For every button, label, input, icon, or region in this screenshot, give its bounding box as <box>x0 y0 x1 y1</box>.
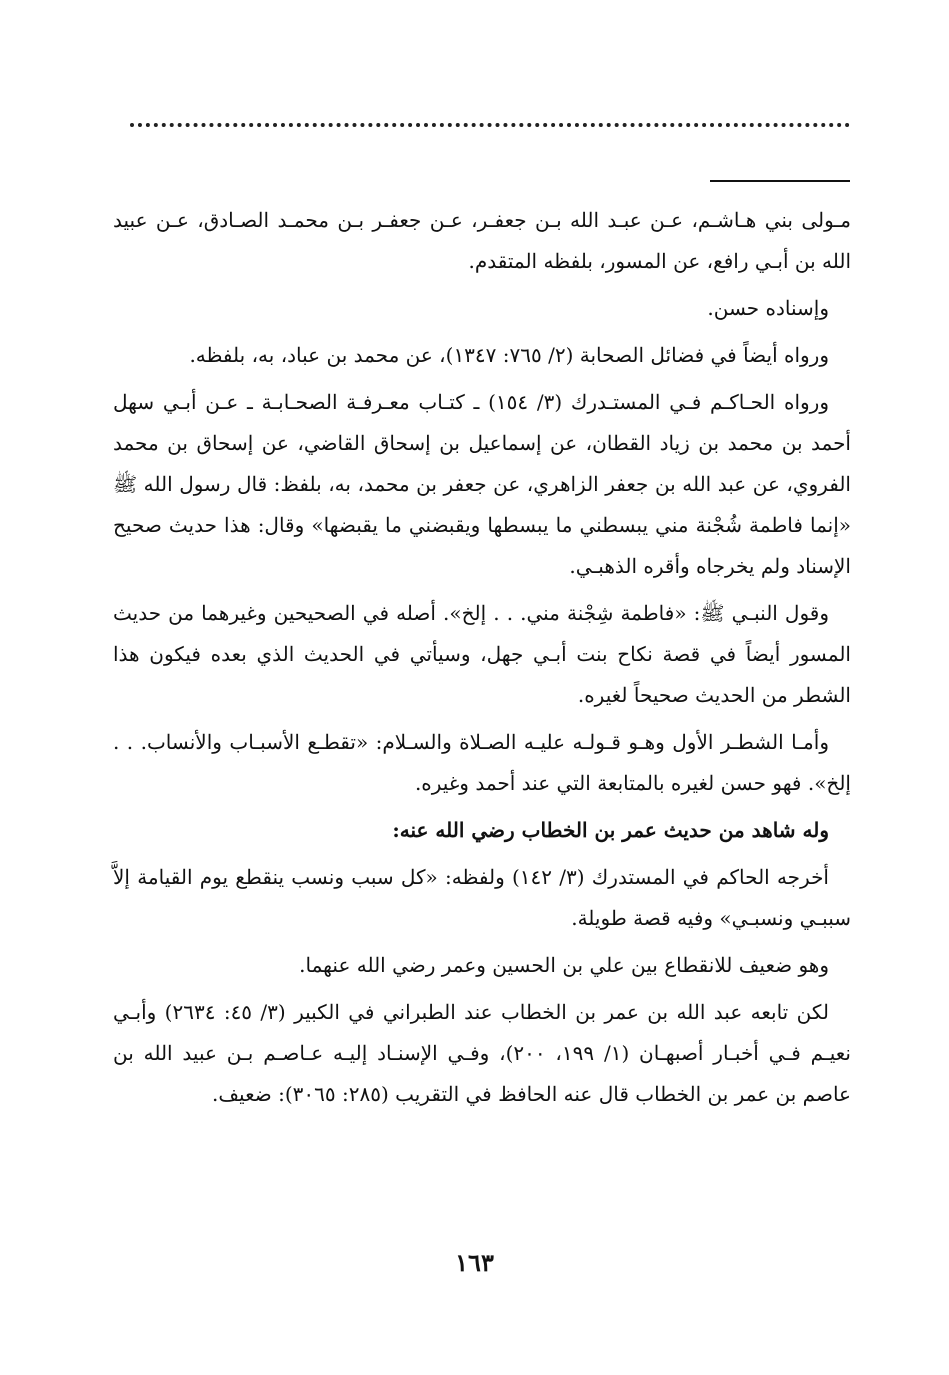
paragraph-10: لكن تابعه عبد الله بن عمر بن الخطاب عند الطبراني في الكبير (٣/ ٤٥: ٢٦٣٤) وأبـي نعيـم فـي أخبـار أصبهـان (١/ ١٩٩، ٢٠٠)، وفـي الإسنـاد إليـه عـاصـم بـن عبيد الله بن عاصم بن عمر بن الخطاب قال عنه الحافظ في التقريب (٢٨٥: ٣٠٦٥): ضعيف. <box>113 1000 852 1106</box>
footnote-separator-rule <box>710 180 850 182</box>
paragraph-6: وأمـا الشطـر الأول وهـو قـولـه عليـه الصـلاة والسـلام: «تقطـع الأسبـاب والأنساب. . . إلخ». فهو حسن لغيره بالمتابعة التي عند أحمد وغيره. <box>113 730 851 795</box>
paragraph-9: وهو ضعيف للانقطاع بين علي بن الحسين وعمر رضي الله عنهما. <box>299 953 829 977</box>
header-dotted-rule <box>130 123 850 127</box>
footnote-text-block <box>113 200 851 1121</box>
paragraph-2: وإسناده حسن. <box>707 296 829 320</box>
page-number: ١٦٣ <box>455 1248 494 1277</box>
paragraph-7-heading: وله شاهد من حديث عمر بن الخطاب رضي الله عنه: <box>392 818 829 842</box>
paragraph-8: أخرجه الحاكم في المستدرك (٣/ ١٤٢) ولفظه: «كل سبب ونسب ينقطع يوم القيامة إلاَّ سببـي ونسبـي» وفيه قصة طويلة. <box>113 865 851 930</box>
paragraph-1: مـولى بني هـاشـم، عـن عبـد الله بـن جعفـر، عـن جعفـر بـن محمـد الصـادق، عـن عبيد الله بن أبـي رافع، عن المسور، بلفظه المتقدم. <box>113 208 851 273</box>
paragraph-4: ورواه الحـاكـم فـي المستـدرك (٣/ ١٥٤) ـ كتـاب معـرفـة الصحـابـة ـ عـن أبـي سهل أحمد بن محمد بن زياد القطان، عن إسماعيل بن إسحاق القاضي، عن إسحاق بن محمد الفروي، عن عبد الله بن جعفر الزاهري، عن جعفر بن محمد، به، بلفظ: قال رسول الله ﷺ «إنما فاطمة شُجْنة مني يبسطني ما يبسطها ويقبضني ما يقبضها» وقال: هذا حديث صحيح الإسناد ولم يخرجاه وأقره الذهبـي. <box>113 390 851 578</box>
paragraph-3: ورواه أيضاً في فضائل الصحابة (٢/ ٧٦٥: ١٣٤٧)، عن محمد بن عباد، به، بلفظه. <box>189 343 829 367</box>
paragraph-5: وقول النبـي ﷺ: «فاطمة شِجْنة مني. . . إلخ». أصله في الصحيحين وغيرهما من حديث المسور أيضاً في قصة نكاح بنت أبـي جهل، وسيأتي في الحديث الذي بعده فيكون هذا الشطر من الحديث صحيحاً لغيره. <box>113 601 851 707</box>
